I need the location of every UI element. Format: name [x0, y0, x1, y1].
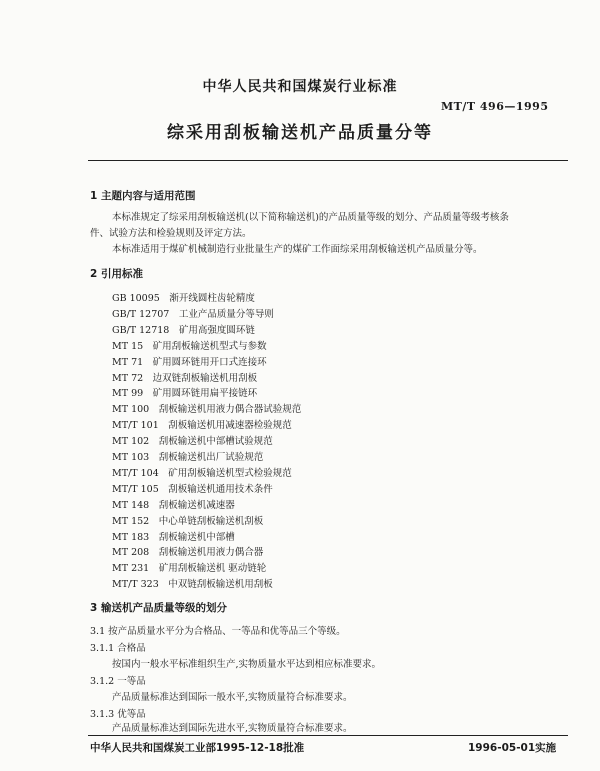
reference-title: 矿用圆环链用开口式连接环	[152, 356, 267, 368]
section-1-heading: 1 主题内容与适用范围	[90, 190, 196, 202]
effective-date: 1996-05-01实施	[468, 742, 557, 754]
reference-item	[112, 433, 273, 447]
reference-code: MT/T 323	[112, 579, 159, 591]
reference-title: 刮板输送机用液力偶合器	[158, 547, 264, 559]
reference-code: MT 100	[112, 404, 150, 416]
section-1-paragraph-1-line-1: 本标准规定了综采用刮板输送机(以下简称输送机)的产品质量等级的划分、产品质量等级考核条	[112, 212, 509, 223]
reference-item	[112, 560, 266, 574]
reference-code: MT 99	[112, 388, 144, 400]
reference-code: MT 15	[112, 340, 144, 352]
reference-title: 刮板输送机用减速器检验规范	[168, 420, 292, 432]
reference-title: 矿用刮板输送机型式与参数	[152, 340, 267, 352]
reference-code: MT 208	[112, 547, 150, 559]
clause-3-1-3-title: 3.1.3 优等品	[90, 709, 146, 720]
reference-title: 刮板输送机出厂试验规范	[158, 452, 264, 463]
reference-item	[112, 385, 257, 399]
reference-item	[112, 529, 235, 543]
reference-title: 工业产品质量分等导则	[178, 308, 274, 320]
reference-item	[112, 290, 255, 304]
reference-code: MT/T 105	[112, 483, 159, 495]
section-3-heading: 3 输送机产品质量等级的划分	[90, 602, 227, 614]
reference-item	[112, 576, 273, 590]
reference-item	[112, 354, 267, 368]
reference-title: 矿用刮板输送机 驱动链轮	[158, 563, 267, 575]
reference-item	[112, 465, 292, 479]
reference-title: 边双链刮板输送机用刮板	[152, 372, 258, 384]
section-2-heading: 2 引用标准	[90, 268, 143, 280]
reference-item	[112, 481, 273, 495]
reference-item	[112, 544, 263, 558]
reference-code: MT 183	[112, 531, 150, 543]
reference-item	[112, 449, 263, 463]
reference-item	[112, 370, 257, 384]
reference-code: MT 102	[112, 436, 150, 448]
reference-code: MT 103	[112, 452, 150, 463]
reference-code: MT 152	[112, 515, 150, 527]
clause-3-1-2-text: 产品质量标准达到国际一般水平,实物质量符合标准要求。	[112, 692, 353, 703]
reference-title: 矿用圆环链用扁平接链环	[152, 388, 258, 400]
reference-item	[112, 306, 274, 320]
reference-title: 中心单链刮板输送机刮板	[158, 515, 264, 527]
reference-title: 矿用高强度圆环链	[178, 324, 255, 336]
reference-title: 刮板输送机用液力偶合器试验规范	[158, 404, 302, 416]
reference-item	[112, 322, 255, 336]
reference-title: 矿用刮板输送机型式检验规范	[168, 467, 292, 479]
top-rule	[88, 160, 568, 161]
reference-item	[112, 401, 301, 415]
reference-code: GB/T 12707	[112, 308, 170, 320]
reference-item	[112, 338, 267, 352]
reference-title: 刮板输送机通用技术条件	[168, 483, 273, 495]
clause-3-1: 3.1 按产品质量水平分为合格品、一等品和优等品三个等级。	[90, 626, 346, 637]
reference-title: 刮板输送机减速器	[158, 499, 235, 511]
reference-code: MT 72	[112, 372, 144, 384]
reference-code: MT/T 104	[112, 467, 159, 479]
reference-title: 刮板输送机中部槽	[158, 531, 235, 543]
clause-3-1-1-text: 按国内一般水平标准组织生产,实物质量水平达到相应标准要求。	[112, 659, 382, 670]
section-1-paragraph-1-line-2: 件、试验方法和检验规则及评定方法。	[90, 228, 252, 239]
reference-item	[112, 497, 235, 511]
reference-code: MT 148	[112, 499, 150, 511]
reference-title: 刮板输送机中部槽试验规范	[158, 436, 273, 448]
approval-line: 中华人民共和国煤炭工业部1995-12-18批准	[90, 742, 305, 754]
reference-item	[112, 513, 263, 527]
reference-title: 中双链刮板输送机用刮板	[168, 579, 273, 591]
reference-title: 渐开线圆柱齿轮精度	[169, 293, 255, 304]
bottom-rule	[88, 735, 568, 736]
clause-3-1-1-title: 3.1.1 合格品	[90, 643, 146, 654]
reference-code: MT 231	[112, 563, 150, 575]
document-title: 综采用刮板输送机产品质量分等	[167, 123, 433, 143]
clause-3-1-2-title: 3.1.2 一等品	[90, 676, 146, 687]
clause-3-1-3-text: 产品质量标准达到国际先进水平,实物质量符合标准要求。	[112, 723, 353, 734]
industry-standard-title: 中华人民共和国煤炭行业标准	[202, 79, 398, 95]
reference-code: GB/T 12718	[112, 324, 170, 336]
standard-number: MT/T 496—1995	[441, 100, 549, 113]
reference-code: GB 10095	[112, 293, 160, 304]
reference-code: MT 71	[112, 356, 144, 368]
reference-item	[112, 417, 292, 431]
reference-code: MT/T 101	[112, 420, 159, 432]
section-1-paragraph-2: 本标准适用于煤矿机械制造行业批量生产的煤矿工作面综采用刮板输送机产品质量分等。	[112, 244, 483, 255]
